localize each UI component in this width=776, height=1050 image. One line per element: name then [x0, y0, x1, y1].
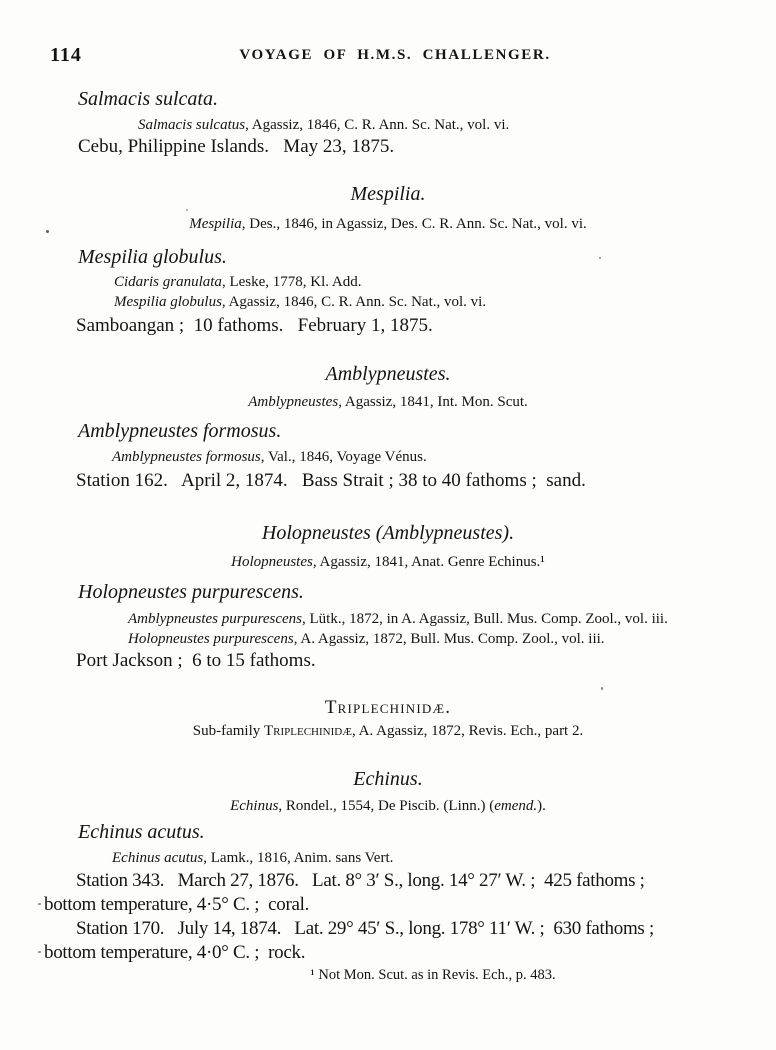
- citation-reference: , Val., 1846, Voyage Vénus.: [260, 449, 427, 465]
- footnote: ¹ Not Mon. Scut. as in Revis. Ech., p. 483.: [310, 967, 556, 983]
- species-heading-amblypneustes-formosus: Amblypneustes formosus.: [78, 420, 282, 442]
- running-title: VOYAGE OF H.M.S. CHALLENGER.: [239, 47, 551, 63]
- citation-reference: , Des., 1846, in Agassiz, Des. C. R. Ann. Sc. Nat., vol. vi.: [241, 216, 587, 232]
- ink-speck: [601, 687, 603, 690]
- citation-reference: , A. Agassiz, 1872, Revis. Ech., part 2.: [352, 723, 584, 739]
- citation-reference: , Leske, 1778, Kl. Add.: [221, 274, 362, 290]
- species-heading-salmacis-sulcata: Salmacis sulcata.: [78, 88, 218, 110]
- family-heading-triplechinidae: Triplechinidæ.: [324, 697, 452, 718]
- genus-heading-amblypneustes: Amblypneustes.: [325, 363, 451, 385]
- citation-reference: , Agassiz, 1841, Int. Mon. Scut.: [338, 394, 528, 410]
- species-heading-holopneustes-purpurescens: Holopneustes purpurescens.: [78, 581, 304, 603]
- citation-emend: emend.: [494, 798, 538, 814]
- ink-speck: [599, 257, 601, 259]
- citation-species-name: Cidaris granulata: [114, 274, 222, 290]
- citation-amblypneustes-purpurescens: [128, 611, 668, 628]
- record-station-162: Station 162. April 2, 1874. Bass Strait ; 38 to 40 fathoms ; sand.: [76, 470, 586, 491]
- genus-heading-echinus: Echinus.: [353, 768, 423, 790]
- citation-holopneustes-purpurescens: [128, 631, 605, 648]
- species-heading-echinus-acutus: Echinus acutus.: [78, 821, 205, 843]
- citation-species-name: Holopneustes: [231, 554, 313, 570]
- citation-reference: , Agassiz, 1841, Anat. Genre Echinus.¹: [312, 554, 545, 570]
- citation-echinus-acutus: [112, 850, 393, 867]
- citation-species-name: Amblypneustes formosus: [112, 449, 261, 465]
- citation-species-name: Mespilia globulus: [114, 294, 222, 310]
- citation-reference: , Lütk., 1872, in A. Agassiz, Bull. Mus. Comp. Zool., vol. iii.: [302, 611, 668, 627]
- citation-family-name: Triplechinidæ: [264, 723, 352, 739]
- citation-echinus-genus: [0, 798, 776, 815]
- citation-amblypneustes-formosus: [112, 449, 427, 466]
- species-heading-mespilia-globulus: Mespilia globulus.: [78, 246, 227, 268]
- citation-species-name: Echinus acutus: [112, 850, 204, 866]
- citation-species-name: Echinus: [230, 798, 279, 814]
- page-number: 114: [50, 44, 82, 66]
- ink-speck: [186, 209, 188, 211]
- citation-cidaris-granulata: [114, 274, 362, 291]
- record-station-170-line1: Station 170. July 14, 1874. Lat. 29° 45′ S., long. 178° 11′ W. ; 630 fathoms ;: [76, 918, 654, 939]
- citation-species-name: Mespilia: [189, 216, 242, 232]
- citation-reference: , Agassiz, 1846, C. R. Ann. Sc. Nat., vol. vi.: [245, 117, 510, 133]
- citation-amblypneustes-genus: [0, 394, 776, 411]
- citation-mespilia-globulus: [114, 294, 486, 311]
- genus-heading-mespilia: Mespilia.: [350, 183, 426, 205]
- record-station-170-line2: bottom temperature, 4·0° C. ; rock.: [44, 942, 306, 963]
- citation-species-name: Salmacis sulcatus: [138, 117, 246, 133]
- record-cebu: Cebu, Philippine Islands. May 23, 1875.: [78, 136, 395, 157]
- ink-speck: [38, 951, 41, 953]
- record-port-jackson: Port Jackson ; 6 to 15 fathoms.: [76, 650, 316, 671]
- citation-species-name: Holopneustes purpurescens: [128, 631, 294, 647]
- citation-prefix: Sub-family: [192, 723, 264, 739]
- citation-reference: , A. Agassiz, 1872, Bull. Mus. Comp. Zool., vol. iii.: [293, 631, 605, 647]
- citation-reference-end: ).: [537, 798, 546, 814]
- record-samboangan: Samboangan ; 10 fathoms. February 1, 1875.: [76, 315, 433, 336]
- genus-heading-holopneustes: Holopneustes (Amblypneustes).: [261, 522, 515, 544]
- citation-mespilia-genus: [0, 216, 776, 233]
- citation-species-name: Amblypneustes purpurescens: [128, 611, 302, 627]
- record-station-343-line2: bottom temperature, 4·5° C. ; coral.: [44, 894, 310, 915]
- ink-speck: [38, 903, 41, 905]
- citation-reference: , Agassiz, 1846, C. R. Ann. Sc. Nat., vol. vi.: [221, 294, 487, 310]
- citation-species-name: Amblypneustes: [248, 394, 339, 410]
- citation-holopneustes-genus: [0, 554, 776, 571]
- record-station-343-line1: Station 343. March 27, 1876. Lat. 8° 3′ S., long. 14° 27′ W. ; 425 fathoms ;: [76, 870, 645, 891]
- citation-reference: , Rondel., 1554, De Piscib. (Linn.) (: [278, 798, 495, 814]
- citation-salmacis-sulcatus: [138, 117, 509, 134]
- citation-reference: , Lamk., 1816, Anim. sans Vert.: [203, 850, 394, 866]
- ink-speck: [46, 230, 49, 233]
- citation-triplechinidae: [0, 723, 776, 740]
